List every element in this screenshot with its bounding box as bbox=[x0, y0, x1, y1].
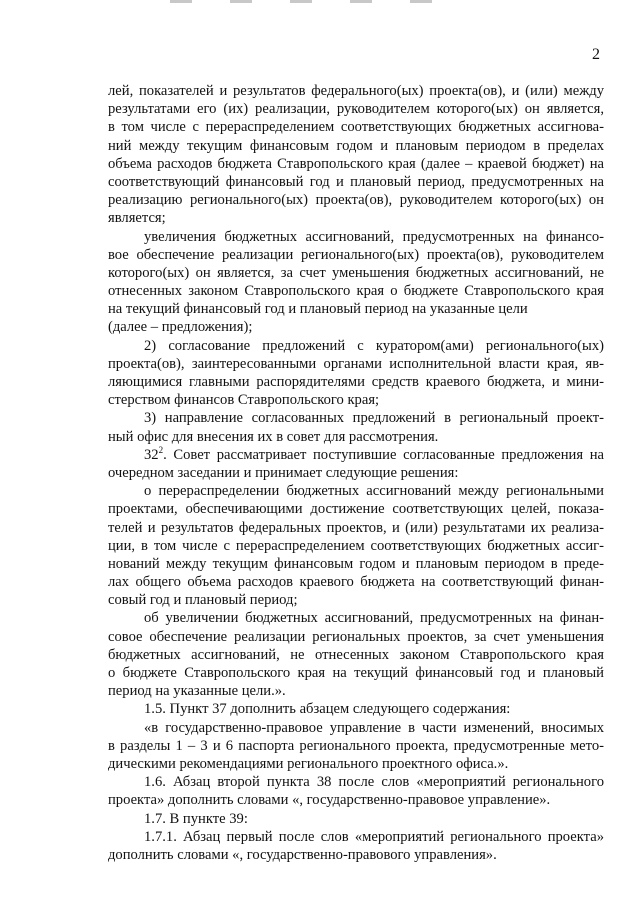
text-line: лах общего объема расходов краевого бюджета на соответствующий финан- bbox=[108, 574, 604, 591]
text-line: дополнить словами «, государственно-правового управления». bbox=[108, 846, 497, 863]
text-line: проектами, обеспечивающими достижение соответствующих целей, показа- bbox=[108, 501, 604, 518]
paragraph-number-superscript: 2 bbox=[158, 444, 164, 455]
text-line: является; bbox=[108, 210, 166, 227]
text-line-content: . Совет рассматривает поступившие согласованные предложения на bbox=[163, 446, 604, 463]
text-line: увеличения бюджетных ассигнований, предусмотренных на финансо- bbox=[144, 228, 604, 245]
scan-edge-artifact bbox=[170, 0, 470, 3]
text-line: проекта» дополнить словами «, государственно-правовое управление». bbox=[108, 792, 551, 809]
text-line: которого(ых) он является, за счет уменьшения бюджетных ассигнований, не bbox=[108, 264, 604, 281]
text-line: 2) согласование предложений с куратором(ами) регионального(ых) bbox=[144, 337, 604, 354]
text-line: соответствующий финансовый год и плановый период, предусмотренных на bbox=[108, 173, 604, 190]
text-line: в разделы 1 – 3 и 6 паспорта регионального проекта, предусмотренные мето- bbox=[108, 737, 604, 754]
text-line: вое обеспечение реализации регионального(ых) проекта(ов), руководителем bbox=[108, 246, 604, 263]
text-line: совое обеспечение реализации региональных проектов, за счет уменьшения bbox=[108, 628, 604, 645]
text-line: «в государственно-правовое управление в части изменений, вносимых bbox=[144, 719, 604, 736]
text-line: 1.7.1. Абзац первый после слов «мероприятий регионального проекта» bbox=[144, 828, 604, 845]
document-body bbox=[108, 82, 604, 864]
text-line: ляющимися главными распорядителями средств краевого бюджета, и мини- bbox=[108, 374, 604, 390]
text-line: о перераспределении бюджетных ассигнований между региональными bbox=[144, 483, 604, 500]
text-line: в том числе с перераспределением соответствующих бюджетных ассигнова- bbox=[108, 119, 604, 136]
text-line: об увеличении бюджетных ассигнований, предусмотренных на финан- bbox=[144, 610, 604, 627]
paragraph-number: 32 bbox=[144, 446, 159, 463]
text-line: нований между текущим финансовым годом и плановым периодом в преде- bbox=[108, 555, 604, 572]
text-line: отнесенных законом Ставропольского края о бюджете Ставропольского края bbox=[108, 283, 604, 300]
text-line: результатами его (их) реализации, руководителем которого(ых) он является, bbox=[108, 101, 604, 118]
text-line: 1.7. В пункте 39: bbox=[144, 810, 248, 827]
text-line: стерством финансов Ставропольского края; bbox=[108, 392, 380, 409]
text-line: дическими рекомендациями регионального проектного офиса.». bbox=[108, 755, 509, 772]
text-line: 1.5. Пункт 37 дополнить абзацем следующего содержания: bbox=[144, 701, 511, 718]
text-line: ции, в том числе с перераспределением соответствующих бюджетных ассиг- bbox=[108, 537, 604, 554]
text-line: очередном заседании и принимает следующие решения: bbox=[108, 464, 459, 481]
text-line: лей, показателей и результатов федерального(ых) проекта(ов), и (или) между bbox=[108, 83, 604, 99]
text-line: бюджетных ассигнований, не отнесенных законом Ставропольского края bbox=[108, 646, 604, 663]
text-line: 1.6. Абзац второй пункта 38 после слов «мероприятий регионального bbox=[144, 774, 604, 791]
text-line: на текущий финансовый год и плановый период на указанные цели bbox=[108, 301, 528, 318]
text-line: период на указанные цели.». bbox=[108, 683, 286, 700]
text-line: реализацию регионального(ых) проекта(ов), руководителем которого(ых) он bbox=[108, 192, 604, 209]
text-line: 3) направление согласованных предложений в региональный проект- bbox=[144, 410, 604, 427]
text-line: (далее – предложения); bbox=[108, 319, 253, 336]
text-line: о бюджете Ставропольского края на текущий финансовый год и плановый bbox=[108, 665, 604, 681]
text-line bbox=[108, 446, 604, 464]
text-line: объема расходов бюджета Ставропольского края (далее – краевой бюджет) на bbox=[108, 155, 604, 172]
page-number: 2 bbox=[592, 46, 600, 63]
text-line: проекта(ов), заинтересованными органами исполнительной власти края, яв- bbox=[108, 355, 604, 372]
text-line: ный офис для внесения их в совет для рассмотрения. bbox=[108, 428, 439, 445]
text-line: ний между текущим финансовым годом и плановым периодом в пределах bbox=[108, 137, 604, 154]
text-line: телей и результатов федеральных проектов, и (или) результатами их реализа- bbox=[108, 519, 604, 536]
text-line: совый год и плановый период; bbox=[108, 592, 298, 609]
